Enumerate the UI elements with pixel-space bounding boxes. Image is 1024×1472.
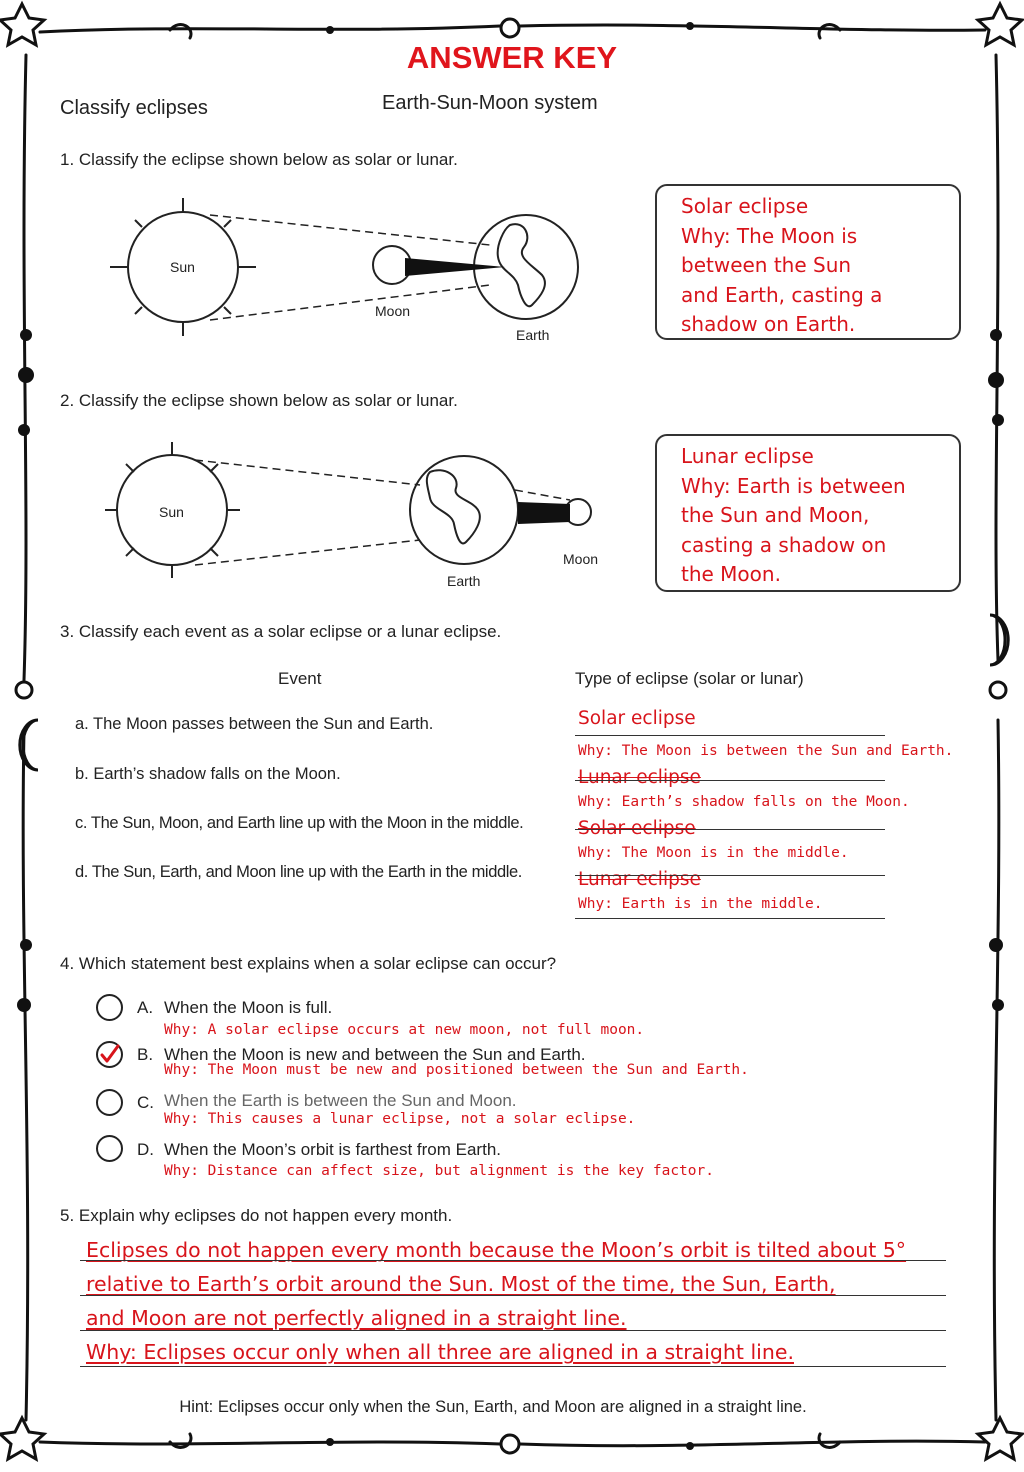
worksheet-system: Earth-Sun-Moon system xyxy=(382,92,598,114)
q2-answer-line: Why: Earth is between xyxy=(681,473,906,498)
option-d-letter: D. xyxy=(137,1140,154,1159)
q1-answer-line: Why: The Moon is xyxy=(681,223,858,248)
q2-answer-line: the Moon. xyxy=(681,562,781,586)
q2-answer-line: casting a shadow on xyxy=(681,532,887,557)
q5-rule-1 xyxy=(80,1260,946,1261)
q1-sun-label: Sun xyxy=(170,259,195,275)
option-a-why: Why: A solar eclipse occurs at new moon, not full moon. xyxy=(164,1022,645,1038)
q2-answer-line: the Sun and Moon, xyxy=(681,503,870,527)
q3-prompt: 3. Classify each event as a solar eclipse or a lunar eclipse. xyxy=(60,622,502,641)
q2-answer-text xyxy=(681,442,906,590)
q2-prompt: 2. Classify the eclipse shown below as solar or lunar. xyxy=(60,391,458,410)
q3-answer-line-a xyxy=(575,735,885,736)
answer-key-title: ANSWER KEY xyxy=(406,40,618,75)
option-d-why: Why: Distance can affect size, but alignment is the key factor. xyxy=(164,1163,714,1179)
option-a-text: When the Moon is full. xyxy=(164,998,333,1017)
q1-moon-label: Moon xyxy=(375,303,411,319)
q5-rule-3 xyxy=(80,1330,946,1331)
q3-why-a: Why: The Moon is between the Sun and Earth. xyxy=(578,743,954,759)
q5-answer-line-3: and Moon are not perfectly aligned in a straight line. xyxy=(86,1306,627,1330)
q3-answer-a: Solar eclipse xyxy=(578,708,696,729)
q3-why-c: Why: The Moon is in the middle. xyxy=(578,845,849,861)
q2-earth-label: Earth xyxy=(447,573,481,589)
option-c-why: Why: This causes a lunar eclipse, not a solar eclipse. xyxy=(164,1111,636,1127)
q3-answer-line-c xyxy=(575,829,885,830)
q3-type-header: Type of eclipse (solar or lunar) xyxy=(575,669,804,688)
q5-answer-line-1: Eclipses do not happen every month because the Moon’s orbit is tilted about 5° xyxy=(86,1238,907,1262)
q3-event-c: c. The Sun, Moon, and Earth line up with the Moon in the middle. xyxy=(75,814,524,832)
q3-why-d: Why: Earth is in the middle. xyxy=(578,896,823,912)
q4-prompt: 4. Which statement best explains when a solar eclipse can occur? xyxy=(60,954,557,973)
q2-answer-box xyxy=(655,434,961,592)
option-b-text: When the Moon is new and between the Sun and Earth. xyxy=(164,1045,586,1064)
worksheet-topic: Classify eclipses xyxy=(60,97,208,119)
q3-event-a: a. The Moon passes between the Sun and Earth. xyxy=(75,715,434,733)
option-b-why: Why: The Moon must be new and positioned between the Sun and Earth. xyxy=(164,1062,749,1078)
q1-answer-line: shadow on Earth. xyxy=(681,312,856,336)
q3-event-d: d. The Sun, Earth, and Moon line up with the Earth in the middle. xyxy=(75,863,522,881)
option-c-radio[interactable] xyxy=(96,1089,123,1116)
q3-answer-line-d xyxy=(575,875,885,876)
option-b-letter: B. xyxy=(137,1045,154,1064)
option-a-letter: A. xyxy=(137,998,154,1017)
q2-answer-line: Lunar eclipse xyxy=(681,444,814,468)
q1-answer-box xyxy=(655,184,961,340)
checkmark-icon xyxy=(96,1041,123,1068)
q3-answer-line-b xyxy=(575,780,885,781)
q3-event-b: b. Earth’s shadow falls on the Moon. xyxy=(75,765,341,783)
q5-rule-4 xyxy=(80,1366,946,1367)
q5-prompt: 5. Explain why eclipses do not happen every month. xyxy=(60,1206,453,1225)
q3-answer-b: Lunar eclipse xyxy=(578,767,701,788)
q1-answer-text xyxy=(681,192,882,340)
q1-answer-line: and Earth, casting a xyxy=(681,282,883,307)
q5-answer-line-4: Why: Eclipses occur only when all three are aligned in a straight line. xyxy=(86,1340,794,1364)
q5-rule-2 xyxy=(80,1295,946,1296)
q1-prompt: 1. Classify the eclipse shown below as solar or lunar. xyxy=(60,150,458,169)
option-d-text: When the Moon’s orbit is farthest from Earth. xyxy=(164,1140,501,1159)
option-b-radio[interactable] xyxy=(96,1041,123,1068)
q1-earth-label: Earth xyxy=(516,327,550,343)
q3-event-header: Event xyxy=(278,669,322,688)
option-c-text: When the Earth is between the Sun and Moon. xyxy=(164,1091,517,1110)
q1-answer-line: Solar eclipse xyxy=(681,194,809,218)
option-c-letter: C. xyxy=(137,1093,154,1112)
q3-answer-line-e xyxy=(575,918,885,919)
q2-moon-label: Moon xyxy=(563,551,599,567)
hint-text: Hint: Eclipses occur only when the Sun, Earth, and Moon are aligned in a straight line. xyxy=(179,1398,807,1416)
option-d-radio[interactable] xyxy=(96,1135,123,1162)
q5-answer-line-2: relative to Earth’s orbit around the Sun. Most of the time, the Sun, Earth, xyxy=(86,1272,836,1296)
q3-answer-d: Lunar eclipse xyxy=(578,869,701,890)
q2-sun-label: Sun xyxy=(159,504,184,520)
q3-answer-c: Solar eclipse xyxy=(578,818,696,839)
q3-why-b: Why: Earth’s shadow falls on the Moon. xyxy=(578,794,910,810)
q1-answer-line: between the Sun xyxy=(681,253,852,277)
option-a-radio[interactable] xyxy=(96,994,123,1021)
